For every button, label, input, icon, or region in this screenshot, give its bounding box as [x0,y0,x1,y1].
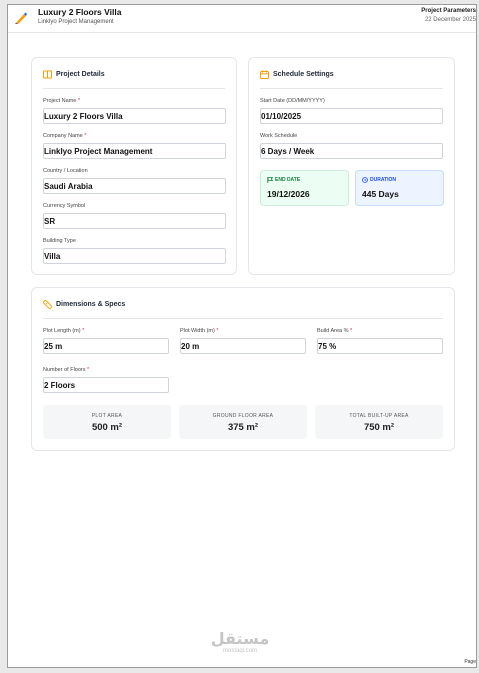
stat-value: 500 m² [91,422,123,433]
field-label: Currency Symbol [43,203,86,209]
ruler-icon [43,300,52,309]
report-type: Project Parameters [421,8,476,14]
clock-icon [362,177,368,183]
dimensions-specs-card: Dimensions & Specs Plot Length (m) * 25 m Plot Width (m) * 20 m Build Area % * 75 % Number of Floors * 2 Floors PLOT AREA 500 m² GROUND FLOOR AREA 375 m² TOTAL BUILT-UP AREA 750 m² [31,287,455,451]
duration-label: DURATION [370,177,397,183]
currency-symbol-field[interactable]: SR [43,213,226,229]
mostaql-watermark [205,630,275,655]
end-date-box [260,170,349,206]
stat-label: PLOT AREA [91,413,123,419]
field-label: Number of Floors * [43,367,90,373]
start-date-field[interactable]: 01/10/2025 [260,108,443,124]
stat-label: GROUND FLOOR AREA [212,413,274,419]
ground-floor-area-stat [179,405,307,439]
stat-value: 750 m² [363,422,395,433]
divider [43,318,443,319]
end-date-value: 19/12/2026 [267,189,310,199]
field-label: Start Date (DD/MM/YYYY) [260,98,325,104]
stat-value: 375 m² [227,422,259,433]
field-label: Plot Length (m) * [43,328,85,334]
document-subtitle: Linklyo Project Management [38,19,114,25]
divider [43,88,225,89]
duration-value: 445 Days [362,189,399,199]
field-label: Work Schedule [260,133,298,139]
duration-box [355,170,444,206]
work-schedule-field[interactable]: 6 Days / Week [260,143,443,159]
number-of-floors-field[interactable]: 2 Floors [43,377,169,393]
field-label: Building Type [43,238,76,244]
plot-area-stat [43,405,171,439]
stat-label: TOTAL BUILT-UP AREA [349,413,409,419]
field-label: Plot Width (m) * [180,328,219,334]
report-date: 22 December 2025 [424,17,476,23]
pencil-brush-icon [14,11,28,25]
calendar-icon [260,70,269,79]
field-label: Build Area % * [317,328,353,334]
country-location-field[interactable]: Saudi Arabia [43,178,226,194]
flag-icon [267,177,273,183]
document-page [7,4,477,668]
watermark-arabic: مستقل [210,629,270,648]
project-name-field[interactable]: Luxury 2 Floors Villa [43,108,226,124]
document-title: Luxury 2 Floors Villa [38,7,122,17]
page-header [8,5,476,33]
field-label: Company Name * [43,133,87,139]
plot-width-field[interactable]: 20 m [180,338,306,354]
end-date-label: END DATE [275,177,301,183]
page-number-label: Page [464,659,476,665]
schedule-settings-card: Schedule Settings Start Date (DD/MM/YYYY) 01/10/2025 Work Schedule 6 Days / Week END DATE 19/12/2026 DURATION 445 Days [248,57,455,275]
book-icon [43,70,52,79]
watermark-latin: mostaql.com [222,648,257,654]
total-built-up-area-stat [315,405,443,439]
plot-length-field[interactable]: 25 m [43,338,169,354]
building-type-field[interactable]: Villa [43,248,226,264]
field-label: Project Name * [43,98,80,104]
divider [260,88,443,89]
build-area-field[interactable]: 75 % [317,338,443,354]
company-name-field[interactable]: Linklyo Project Management [43,143,226,159]
field-label: Country / Location [43,168,88,174]
project-details-card: Project Details Project Name * Luxury 2 Floors Villa Company Name * Linklyo Project Management Country / Location Saudi Arabia Currency Symbol SR Building Type Villa [31,57,237,275]
